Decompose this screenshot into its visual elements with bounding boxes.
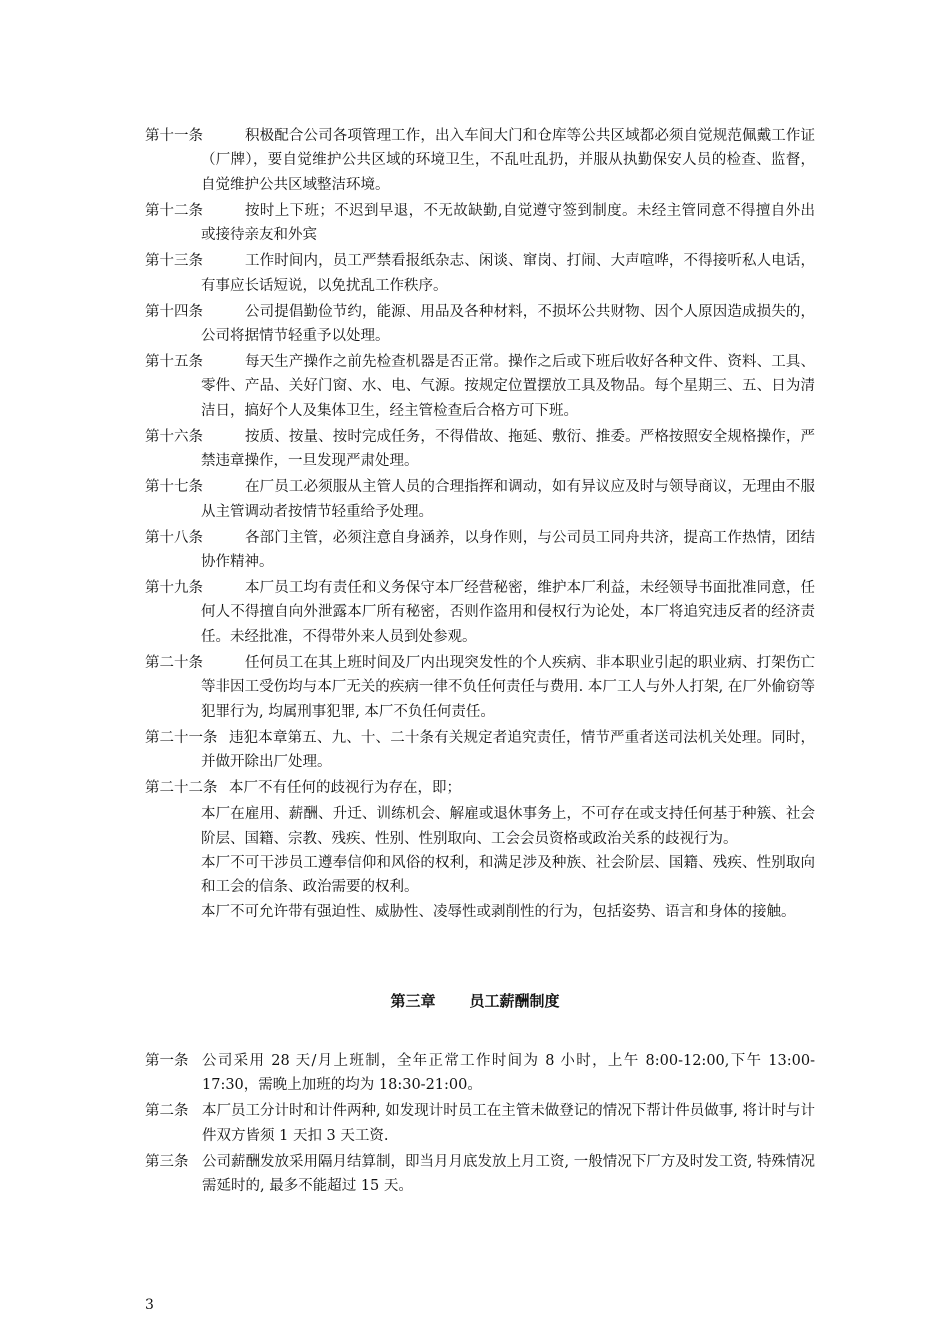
article-text: 本厂员工均有责任和义务保守本厂经营秘密，维护本厂利益，未经领导书面批准同意，任何人不得擅自向外泄露本厂所有秘密，否则作盗用和侵权行为论处，本厂将追究违反者的经济责任。未经批准，不得带外来人员到处参观。 (201, 580, 815, 645)
article-text: 本厂不有任何的歧视行为存在，即； (229, 780, 461, 797)
article-12 (145, 199, 815, 248)
article-20 (145, 651, 815, 724)
sub-paragraph: 本厂不可干涉员工遵奉信仰和风俗的权利，和满足涉及种族、社会阶层、国籍、残疾、性别取向和工会的信条、政治需要的权利。 (201, 854, 815, 896)
article-text: 按时上下班；不迟到早退，不无故缺勤,自觉遵守签到制度。未经主管同意不得擅自外出或接待亲友和外宾 (201, 202, 815, 244)
article-text: 按质、按量、按时完成任务，不得借故、拖延、敷衍、推委。严格按照安全规格操作，严禁违章操作，一旦发现严肃处理。 (201, 428, 815, 470)
article-number: 第二条 (145, 1103, 189, 1120)
article-number: 第二十一条 (145, 729, 218, 746)
article-text: 在厂员工必须服从主管人员的合理指挥和调动，如有异议应及时与领导商议，无理由不服从主管调动者按情节轻重给予处理。 (201, 479, 815, 520)
article-text: 工作时间内，员工严禁看报纸杂志、闲谈、窜岗、打闹、大声喧哗，不得接听私人电话，有事应长话短说，以免扰乱工作秩序。 (201, 253, 815, 294)
chapter-title: 员工薪酬制度 (469, 992, 560, 1010)
article-16 (145, 425, 815, 474)
article-text: 公司采用 28 天/月上班制，全年正常工作时间为 8 小时，上午 8:00-12:00,下午 13:00-17:30，需晚上加班的均为 18:30-21:00。 (202, 1053, 815, 1094)
article-number: 第十三条 (145, 253, 203, 270)
article-number: 第十一条 (145, 128, 203, 144)
article-text: 公司提倡勤俭节约，能源、用品及各种材料，不损坏公共财物、因个人原因造成损失的，公司将据情节轻重予以处理。 (201, 303, 815, 345)
article-number: 第三条 (145, 1153, 189, 1170)
sub-paragraph: 本厂在雇用、薪酬、升迁、训练机会、解雇或退休事务上，不可存在或支持任何基于种簇、社会阶层、国籍、宗教、残疾、性别、性别取向、工会会员资格或政治关系的歧视行为。 (201, 806, 815, 847)
article-number: 第十五条 (145, 354, 203, 371)
regulations-section (145, 124, 815, 924)
article-text: 本厂员工分计时和计件两种, 如发现计时员工在主管未做登记的情况下帮计件员做事, 将计时与计件双方皆须 1 天扣 3 天工资. (202, 1103, 815, 1144)
article-18 (145, 526, 815, 575)
article-text: 各部门主管，必须注意自身涵养，以身作则，与公司员工同舟共济，提高工作热情，团结协作精神。 (201, 529, 815, 571)
article-text: 公司薪酬发放采用隔月结算制，即当月月底发放上月工资, 一般情况下厂方及时发工资, 特殊情况需延时的, 最多不能超过 15 天。 (202, 1153, 815, 1195)
article-11 (145, 124, 815, 197)
article-number: 第二十条 (145, 654, 203, 671)
article-text: 任何员工在其上班时间及厂内出现突发性的个人疾病、非本职业引起的职业病、打架伤亡等非因工受伤均与本厂无关的疾病一律不负任何责任与费用. 本厂工人与外人打架, 在厂外偷窃等犯罪行为, 均属刑事犯罪, 本厂不负任何责任。 (201, 654, 815, 720)
article-number: 第十八条 (145, 529, 203, 546)
article-17 (145, 475, 815, 524)
page-number: 3 (145, 1297, 154, 1313)
article-22 (145, 776, 815, 800)
article-number: 第十四条 (145, 303, 203, 320)
sub-paragraph: 本厂不可允许带有强迫性、威胁性、凌辱性或剥削性的行为，包括姿势、语言和身体的接触。 (201, 903, 796, 920)
chapter-number: 第三章 (390, 992, 436, 1010)
article-number: 第一条 (145, 1053, 189, 1069)
salary-article-2 (145, 1099, 815, 1148)
article-number: 第十二条 (145, 202, 203, 219)
article-number: 第十九条 (145, 580, 203, 597)
article-text: 违犯本章第五、九、十、二十条有关规定者追究责任，情节严重者送司法机关处理。同时，并做开除出厂处理。 (201, 729, 815, 771)
salary-article-1 (145, 1049, 815, 1098)
article-number: 第十七条 (145, 479, 203, 496)
article-number: 第二十二条 (145, 780, 218, 797)
article-15 (145, 350, 815, 423)
salary-article-3 (145, 1150, 815, 1199)
article-13 (145, 249, 815, 298)
article-21 (145, 726, 815, 775)
article-text: 每天生产操作之前先检查机器是否正常。操作之后或下班后收好各种文件、资料、工具、零件、产品、关好门窗、水、电、气源。按规定位置摆放工具及物品。每个星期三、五、日为清洁日，搞好个人及集体卫生，经主管检查后合格方可下班。 (201, 354, 815, 419)
article-number: 第十六条 (145, 428, 203, 445)
article-text: 积极配合公司各项管理工作，出入车间大门和仓库等公共区域都必须自觉规范佩戴工作证（厂牌），要自觉维护公共区域的环境卫生，不乱吐乱扔，并服从执勤保安人员的检查、监督，自觉维护公共区域整洁环境。 (201, 128, 815, 193)
article-19 (145, 576, 815, 649)
chapter-heading (0, 990, 950, 1011)
article-14 (145, 300, 815, 349)
salary-section (145, 1049, 815, 1200)
